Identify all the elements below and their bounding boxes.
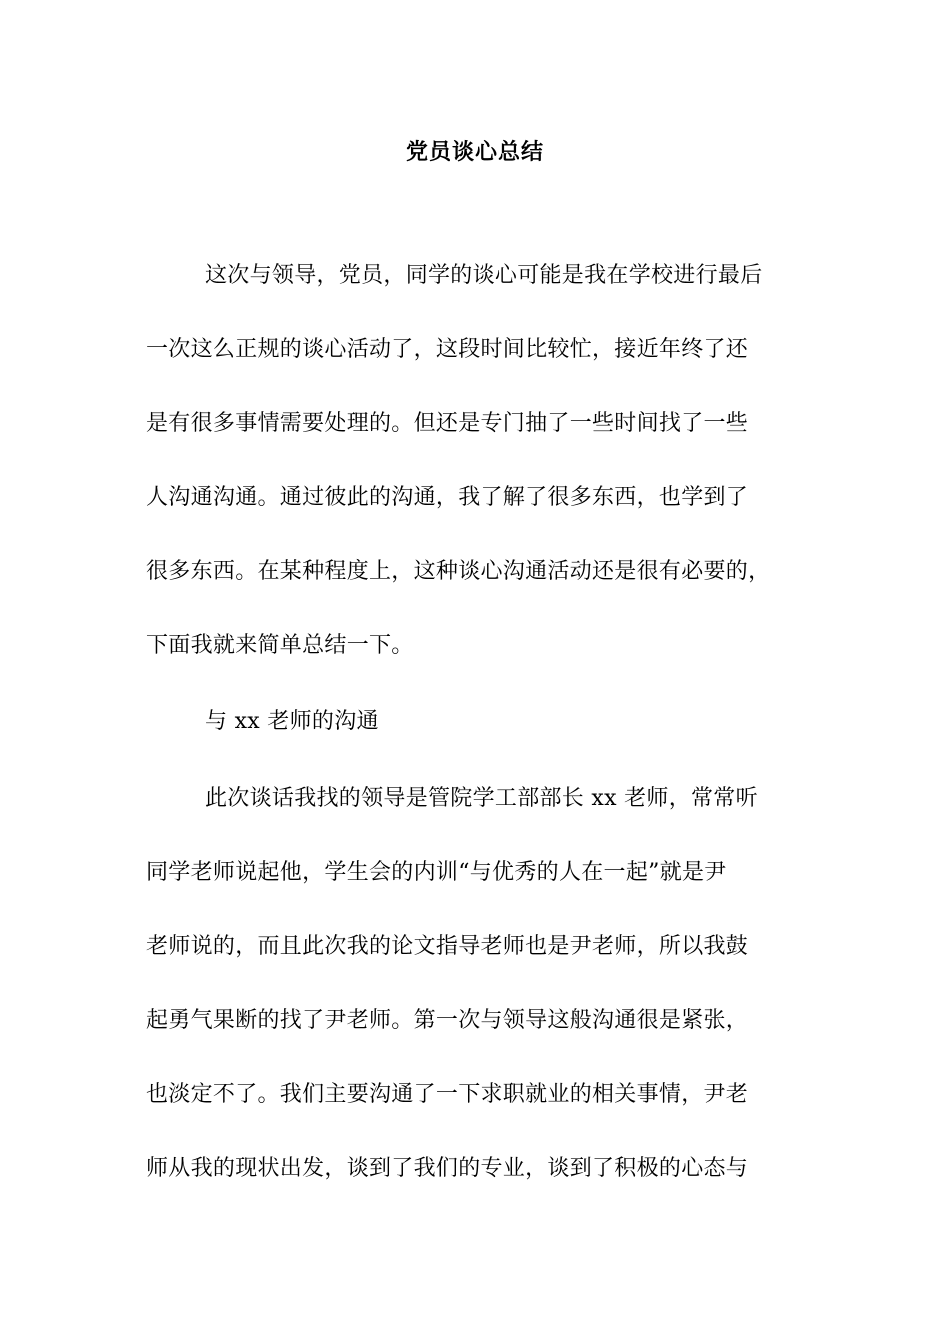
document-title: 党员谈心总结 bbox=[405, 139, 544, 165]
paragraph-line: 同学老师说起他，学生会的内训“与优秀的人在一起”就是尹 bbox=[146, 860, 727, 885]
paragraph-line: 下面我就来简单总结一下。 bbox=[146, 633, 414, 658]
paragraph-line: 此次谈话我找的领导是管院学工部部长 xx 老师，常常听 bbox=[205, 786, 758, 811]
paragraph-line: 也淡定不了。我们主要沟通了一下求职就业的相关事情，尹老 bbox=[146, 1082, 749, 1107]
paragraph-line: 这次与领导，党员，同学的谈心可能是我在学校进行最后 bbox=[205, 263, 763, 288]
paragraph-line: 老师说的，而且此次我的论文指导老师也是尹老师，所以我鼓 bbox=[146, 934, 749, 959]
paragraph-line: 师从我的现状出发，谈到了我们的专业，谈到了积极的心态与 bbox=[146, 1156, 749, 1181]
paragraph-line: 人沟通沟通。通过彼此的沟通，我了解了很多东西，也学到了 bbox=[146, 485, 749, 510]
paragraph-line: 是有很多事情需要处理的。但还是专门抽了一些时间找了一些 bbox=[146, 411, 749, 436]
paragraph-line: 一次这么正规的谈心活动了，这段时间比较忙，接近年终了还 bbox=[146, 337, 749, 362]
paragraph-line: 起勇气果断的找了尹老师。第一次与领导这般沟通很是紧张， bbox=[146, 1008, 749, 1033]
paragraph-line: 很多东西。在某种程度上，这种谈心沟通活动还是很有必要的， bbox=[146, 559, 771, 584]
section-heading: 与 xx 老师的沟通 bbox=[205, 709, 379, 734]
